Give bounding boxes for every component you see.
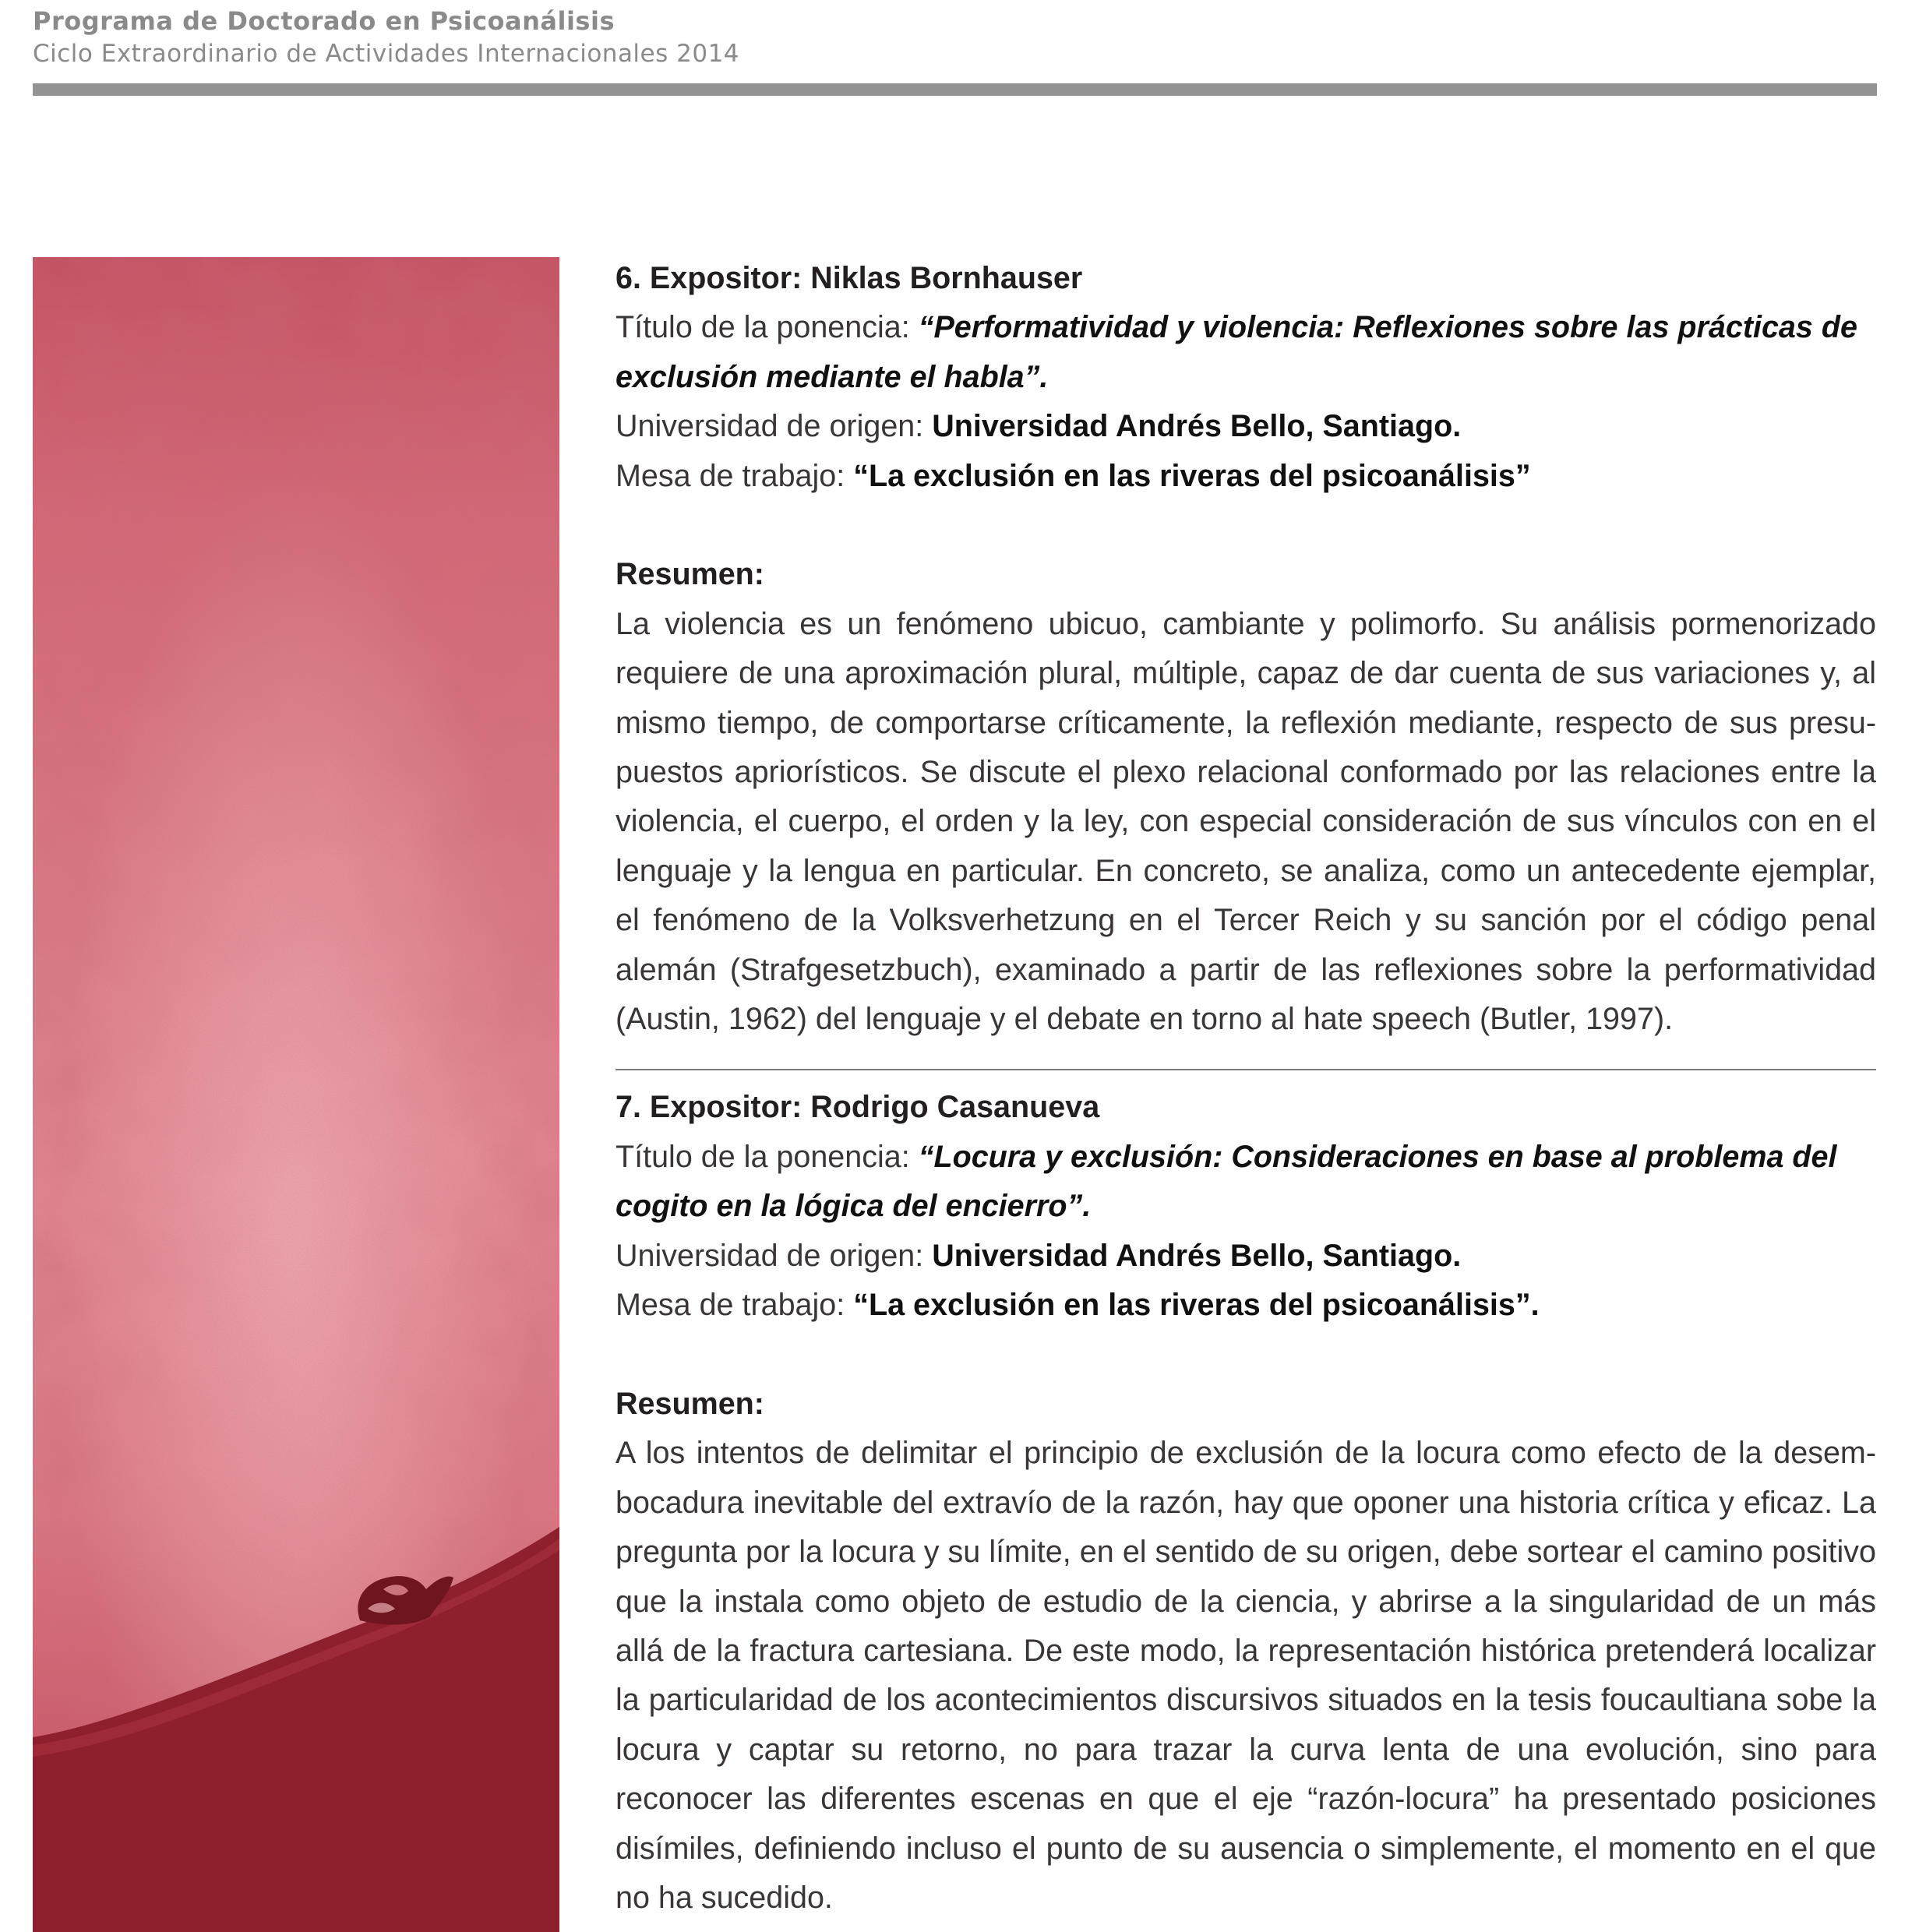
university-field: [616, 1232, 1876, 1281]
talk-title-value: “Performatividad y violencia: Reflexiones sobre las prácticas de exclusión mediante el habla”.: [616, 310, 1857, 394]
talk-title-value: “Locura y exclusión: Consideraciones en base al problema del cogito en la lógica del encierro”.: [616, 1139, 1837, 1224]
entry-separator: [616, 1069, 1876, 1070]
red-painting-artwork: [33, 257, 559, 1932]
talk-title-field: [616, 303, 1876, 402]
university-value: Universidad Andrés Bello, Santiago.: [932, 409, 1462, 444]
mesa-value: “La exclusión en las riveras del psicoanálisis”: [853, 458, 1531, 493]
talk-title-label: Título de la ponencia:: [616, 1139, 919, 1174]
summary-text: A los intentos de delimitar el principio de exclusión de la locura como efecto de la desembocadura inevitable del extravío de la razón, hay que oponer una historia crítica y eficaz. La pregunta por la locura y su límite, en el sentido de su origen, debe sortear el camino positivo que la instala como objeto de estudio de la ciencia, y abrirse a la singularidad de un más allá de la fractura cartesiana. De este modo, la representación histórica pretenderá localizar la particularidad de los acontecimientos discursivos situados en la tesis foucaultiana sobe la locura y captar su retorno, no para trazar la curva lenta de una evolución, sino para reconocer las diferentes escenas en que el eje “razón-locura” ha presentado posiciones disímiles, definiendo incluso el punto de su ausencia o simplemente, el momento en el que no ha sucedido.: [616, 1436, 1876, 1915]
university-label: Universidad de origen:: [616, 1238, 933, 1273]
university-field: [616, 402, 1876, 451]
entry-heading: 7. Expositor: Rodrigo Casanueva: [616, 1090, 1100, 1125]
mesa-value: “La exclusión en las riveras del psicoanálisis”.: [853, 1288, 1540, 1323]
header-rule: [33, 83, 1877, 96]
painting-svg: [33, 257, 559, 1932]
mesa-field: [616, 452, 1876, 501]
speaker-entry-6: [616, 254, 1876, 1044]
mesa-field: [616, 1281, 1876, 1330]
cycle-subtitle: Ciclo Extraordinario de Actividades Internacionales 2014: [33, 40, 740, 68]
summary-text: La violencia es un fenómeno ubicuo, cambiante y polimorfo. Su análisis pormenorizado requiere de una aproximación plural, múltiple, capaz de dar cuenta de sus variaciones y, al mismo tiempo, de comportarse críticamente, la reflexión mediante, respecto de sus presupuestos apriorísticos. Se discute el plexo relacional conformado por las relaciones entre la violencia, el cuerpo, el orden y la ley, con especial consideración de sus vínculos con en el lenguaje y la lengua en particular. En concreto, se analiza, como un antecedente ejemplar, el fenómeno de la Volksverhetzung en el Tercer Reich y su sanción por el código penal alemán (Strafgesetzbuch), examinado a partir de las reflexiones sobre la performatividad (Austin, 1962) del lenguaje y el debate en torno al hate speech (Butler, 1997).: [616, 606, 1876, 1037]
talk-title-field: [616, 1133, 1876, 1232]
talk-title-label: Título de la ponencia:: [616, 310, 919, 345]
spacer: [616, 1331, 1876, 1380]
mesa-label: Mesa de trabajo:: [616, 458, 854, 493]
main-content: [616, 254, 1876, 1923]
speaker-entry-7: [616, 1083, 1876, 1923]
mesa-label: Mesa de trabajo:: [616, 1288, 854, 1323]
summary-label: Resumen:: [616, 1386, 764, 1421]
entry-heading: 6. Expositor: Niklas Bornhauser: [616, 261, 1083, 295]
university-value: Universidad Andrés Bello, Santiago.: [932, 1238, 1462, 1273]
summary-label: Resumen:: [616, 557, 764, 592]
spacer: [616, 501, 1876, 550]
university-label: Universidad de origen:: [616, 409, 933, 444]
program-title: Programa de Doctorado en Psicoanálisis: [33, 6, 615, 36]
document-header: [33, 5, 1887, 70]
